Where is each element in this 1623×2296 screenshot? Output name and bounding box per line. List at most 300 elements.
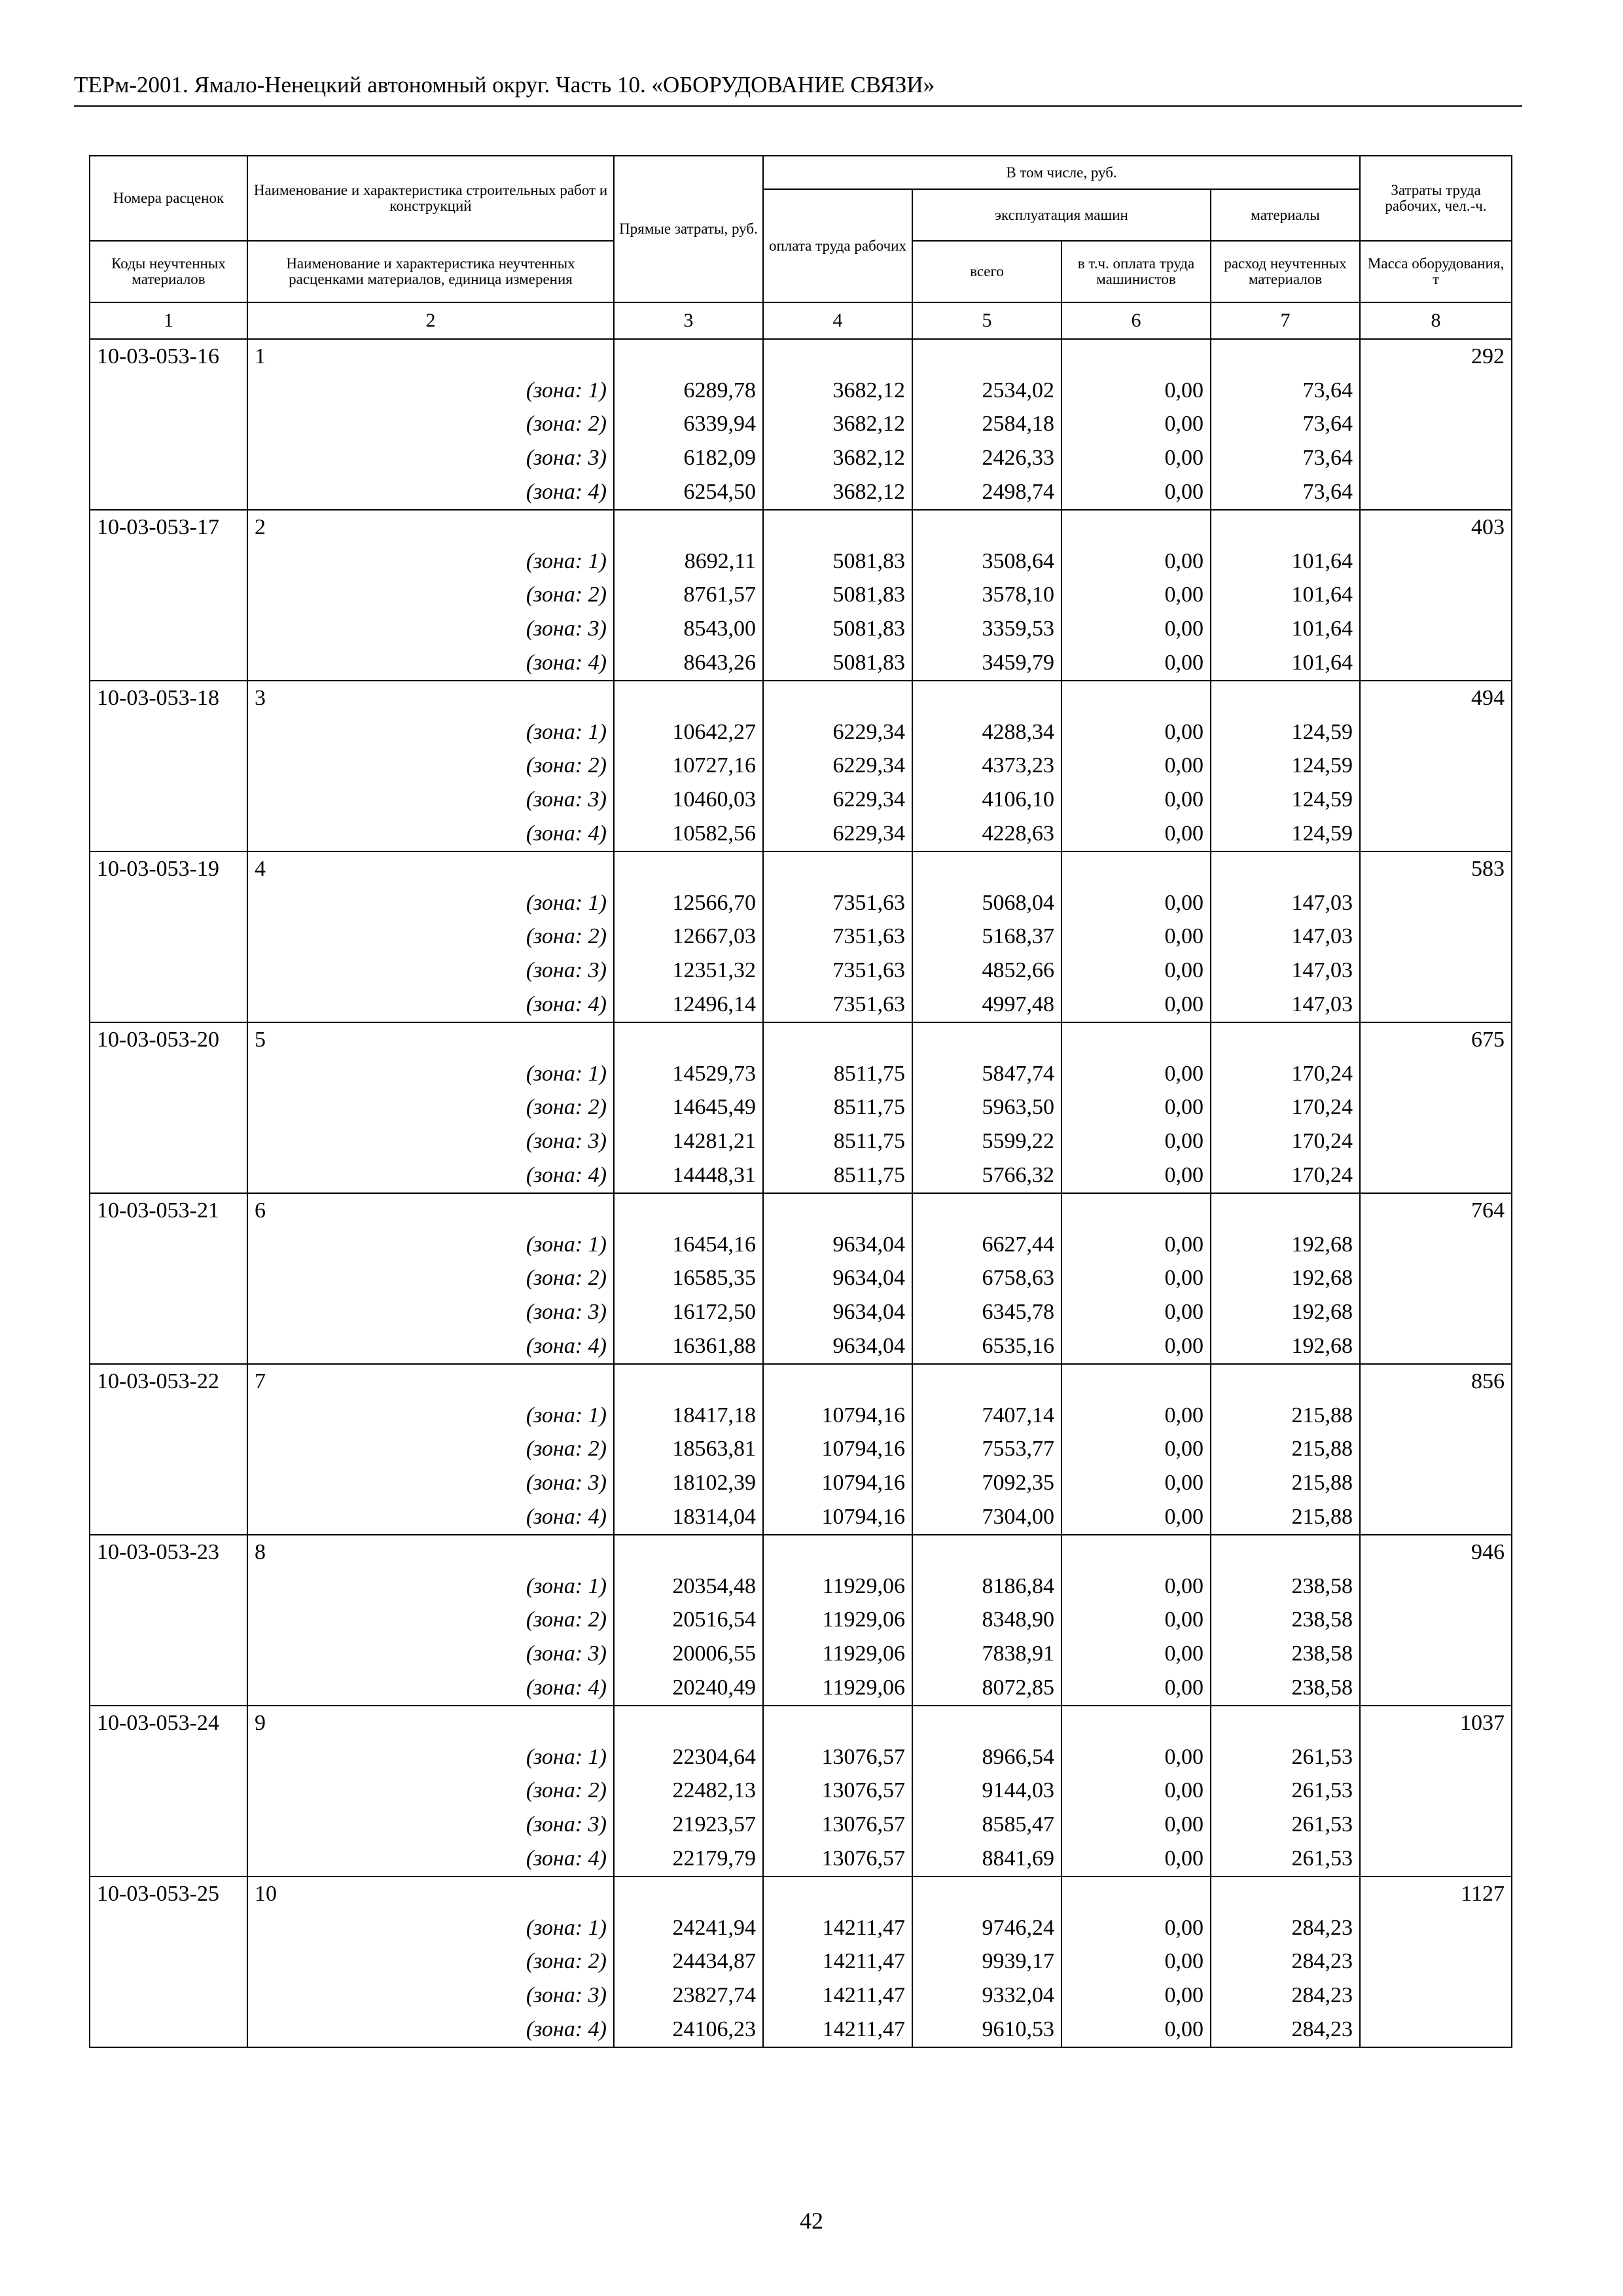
- empty-cell: [1360, 646, 1512, 681]
- table-row-zone: [90, 1228, 1512, 1262]
- direct-costs: 6254,50: [614, 475, 763, 510]
- empty-cell: [912, 339, 1061, 374]
- rate-code: 10-03-053-25: [90, 1876, 247, 1911]
- empty-cell: [1360, 374, 1512, 408]
- empty-cell: [1360, 2013, 1512, 2047]
- machine-labor: 0,00: [1061, 1399, 1211, 1433]
- machine-total: 4228,63: [912, 817, 1061, 852]
- empty-cell: [1360, 579, 1512, 613]
- materials: 215,88: [1211, 1500, 1360, 1535]
- materials: 101,64: [1211, 579, 1360, 613]
- zone-label: (зона: 3): [247, 954, 614, 988]
- direct-costs: 10642,27: [614, 715, 763, 749]
- empty-cell: [763, 510, 912, 545]
- empty-cell: [90, 954, 247, 988]
- empty-cell: [1061, 681, 1211, 715]
- work-name: 4: [247, 852, 614, 886]
- empty-cell: [90, 1774, 247, 1808]
- direct-costs: 24106,23: [614, 2013, 763, 2047]
- empty-cell: [90, 749, 247, 783]
- machine-labor: 0,00: [1061, 1637, 1211, 1671]
- rate-code: 10-03-053-23: [90, 1535, 247, 1570]
- rate-code: 10-03-053-24: [90, 1706, 247, 1740]
- machine-labor: 0,00: [1061, 1500, 1211, 1535]
- direct-costs: 8543,00: [614, 612, 763, 646]
- table-row-zone: [90, 1433, 1512, 1467]
- table-row-zone: [90, 1842, 1512, 1876]
- empty-cell: [763, 1535, 912, 1570]
- machine-total: 2534,02: [912, 374, 1061, 408]
- materials: 101,64: [1211, 612, 1360, 646]
- table-row-zone: [90, 954, 1512, 988]
- materials: 73,64: [1211, 374, 1360, 408]
- empty-cell: [912, 1022, 1061, 1057]
- machine-total: 7092,35: [912, 1466, 1061, 1500]
- labor-costs: 764: [1360, 1193, 1512, 1228]
- empty-cell: [1360, 1262, 1512, 1296]
- empty-cell: [90, 1740, 247, 1774]
- empty-cell: [90, 715, 247, 749]
- column-number: 1: [90, 302, 247, 339]
- machine-total: 3578,10: [912, 579, 1061, 613]
- work-name: 1: [247, 339, 614, 374]
- empty-cell: [90, 1979, 247, 2013]
- empty-cell: [1360, 1945, 1512, 1979]
- zone-label: (зона: 3): [247, 1979, 614, 2013]
- materials: 261,53: [1211, 1808, 1360, 1842]
- materials: 284,23: [1211, 2013, 1360, 2047]
- labor-pay: 3682,12: [763, 408, 912, 442]
- machine-total: 5068,04: [912, 886, 1061, 920]
- labor-costs: 675: [1360, 1022, 1512, 1057]
- machine-total: 8072,85: [912, 1671, 1061, 1706]
- machine-total: 2426,33: [912, 441, 1061, 475]
- empty-cell: [1360, 920, 1512, 954]
- zone-label: (зона: 3): [247, 1466, 614, 1500]
- empty-cell: [1360, 1228, 1512, 1262]
- empty-cell: [614, 1193, 763, 1228]
- empty-cell: [1360, 475, 1512, 510]
- machine-total: 4997,48: [912, 988, 1061, 1022]
- labor-pay: 14211,47: [763, 2013, 912, 2047]
- machine-total: 6535,16: [912, 1329, 1061, 1364]
- materials: 147,03: [1211, 988, 1360, 1022]
- empty-cell: [90, 545, 247, 579]
- zone-label: (зона: 1): [247, 1570, 614, 1604]
- empty-cell: [763, 1022, 912, 1057]
- rate-code: 10-03-053-21: [90, 1193, 247, 1228]
- machine-total: 4106,10: [912, 783, 1061, 817]
- work-name: 9: [247, 1706, 614, 1740]
- direct-costs: 20006,55: [614, 1637, 763, 1671]
- table-body: [90, 339, 1512, 2047]
- zone-label: (зона: 1): [247, 1911, 614, 1945]
- direct-costs: 14645,49: [614, 1091, 763, 1125]
- machine-total: 5963,50: [912, 1091, 1061, 1125]
- empty-cell: [1360, 1979, 1512, 2013]
- zone-label: (зона: 2): [247, 408, 614, 442]
- empty-cell: [614, 1876, 763, 1911]
- labor-pay: 11929,06: [763, 1671, 912, 1706]
- machine-labor: 0,00: [1061, 817, 1211, 852]
- empty-cell: [90, 1945, 247, 1979]
- empty-cell: [90, 1124, 247, 1158]
- materials: 101,64: [1211, 646, 1360, 681]
- table-row-zone: [90, 545, 1512, 579]
- empty-cell: [1360, 954, 1512, 988]
- empty-cell: [1061, 1022, 1211, 1057]
- direct-costs: 14448,31: [614, 1158, 763, 1193]
- table-row-zone: [90, 1295, 1512, 1329]
- table-row-rate: [90, 1535, 1512, 1570]
- empty-cell: [1360, 1466, 1512, 1500]
- labor-pay: 10794,16: [763, 1399, 912, 1433]
- zone-label: (зона: 3): [247, 1295, 614, 1329]
- materials: 192,68: [1211, 1295, 1360, 1329]
- table-row-zone: [90, 886, 1512, 920]
- machine-total: 8348,90: [912, 1603, 1061, 1637]
- column-number: 4: [763, 302, 912, 339]
- empty-cell: [1360, 1295, 1512, 1329]
- empty-cell: [912, 1876, 1061, 1911]
- labor-pay: 3682,12: [763, 441, 912, 475]
- table-row-zone: [90, 1057, 1512, 1091]
- header-including: В том числе, руб.: [763, 156, 1360, 189]
- empty-cell: [1360, 1774, 1512, 1808]
- materials: 284,23: [1211, 1911, 1360, 1945]
- empty-cell: [912, 1193, 1061, 1228]
- header-material-names: Наименование и характеристика неучтенных расценками материалов, единица измерения: [247, 241, 614, 302]
- empty-cell: [1360, 783, 1512, 817]
- work-name: 3: [247, 681, 614, 715]
- machine-labor: 0,00: [1061, 1466, 1211, 1500]
- machine-labor: 0,00: [1061, 1228, 1211, 1262]
- machine-labor: 0,00: [1061, 646, 1211, 681]
- machine-total: 6758,63: [912, 1262, 1061, 1296]
- labor-pay: 9634,04: [763, 1295, 912, 1329]
- empty-cell: [1360, 886, 1512, 920]
- empty-cell: [1360, 715, 1512, 749]
- direct-costs: 18314,04: [614, 1500, 763, 1535]
- empty-cell: [90, 441, 247, 475]
- column-number: 6: [1061, 302, 1211, 339]
- labor-pay: 9634,04: [763, 1228, 912, 1262]
- labor-pay: 11929,06: [763, 1570, 912, 1604]
- empty-cell: [90, 1433, 247, 1467]
- zone-label: (зона: 3): [247, 1124, 614, 1158]
- machine-total: 7553,77: [912, 1433, 1061, 1467]
- labor-pay: 8511,75: [763, 1057, 912, 1091]
- direct-costs: 14529,73: [614, 1057, 763, 1091]
- zone-label: (зона: 2): [247, 579, 614, 613]
- table-row-rate: [90, 1193, 1512, 1228]
- machine-labor: 0,00: [1061, 1433, 1211, 1467]
- direct-costs: 22482,13: [614, 1774, 763, 1808]
- empty-cell: [1061, 1535, 1211, 1570]
- machine-total: 5168,37: [912, 920, 1061, 954]
- zone-label: (зона: 3): [247, 783, 614, 817]
- empty-cell: [90, 374, 247, 408]
- zone-label: (зона: 4): [247, 646, 614, 681]
- machine-labor: 0,00: [1061, 988, 1211, 1022]
- materials: 73,64: [1211, 475, 1360, 510]
- labor-costs: 292: [1360, 339, 1512, 374]
- table-row-zone: [90, 1774, 1512, 1808]
- rate-code: 10-03-053-16: [90, 339, 247, 374]
- table-row-zone: [90, 374, 1512, 408]
- direct-costs: 6182,09: [614, 441, 763, 475]
- labor-pay: 7351,63: [763, 988, 912, 1022]
- table-row-zone: [90, 441, 1512, 475]
- table-row-zone: [90, 749, 1512, 783]
- zone-label: (зона: 2): [247, 1603, 614, 1637]
- machine-total: 2584,18: [912, 408, 1061, 442]
- empty-cell: [90, 1057, 247, 1091]
- empty-cell: [1061, 510, 1211, 545]
- empty-cell: [1061, 339, 1211, 374]
- materials: 170,24: [1211, 1124, 1360, 1158]
- direct-costs: 18102,39: [614, 1466, 763, 1500]
- direct-costs: 6339,94: [614, 408, 763, 442]
- zone-label: (зона: 4): [247, 1329, 614, 1364]
- work-name: 2: [247, 510, 614, 545]
- zone-label: (зона: 1): [247, 1399, 614, 1433]
- empty-cell: [1211, 1364, 1360, 1399]
- empty-cell: [1211, 1535, 1360, 1570]
- materials: 192,68: [1211, 1329, 1360, 1364]
- materials: 215,88: [1211, 1399, 1360, 1433]
- empty-cell: [1211, 510, 1360, 545]
- empty-cell: [763, 852, 912, 886]
- empty-cell: [90, 612, 247, 646]
- column-number: 3: [614, 302, 763, 339]
- labor-pay: 14211,47: [763, 1979, 912, 2013]
- labor-costs: 583: [1360, 852, 1512, 886]
- empty-cell: [763, 339, 912, 374]
- machine-labor: 0,00: [1061, 1945, 1211, 1979]
- direct-costs: 12496,14: [614, 988, 763, 1022]
- empty-cell: [90, 1091, 247, 1125]
- labor-pay: 7351,63: [763, 920, 912, 954]
- machine-total: 4373,23: [912, 749, 1061, 783]
- materials: 73,64: [1211, 441, 1360, 475]
- materials: 73,64: [1211, 408, 1360, 442]
- empty-cell: [90, 1671, 247, 1706]
- labor-pay: 9634,04: [763, 1329, 912, 1364]
- direct-costs: 22179,79: [614, 1842, 763, 1876]
- materials: 147,03: [1211, 886, 1360, 920]
- materials: 261,53: [1211, 1842, 1360, 1876]
- header-labor-costs: Затраты труда рабочих, чел.-ч.: [1360, 156, 1512, 241]
- header-material-codes: Коды неучтенных материалов: [90, 241, 247, 302]
- empty-cell: [90, 1158, 247, 1193]
- empty-cell: [1061, 1706, 1211, 1740]
- direct-costs: 16361,88: [614, 1329, 763, 1364]
- column-number: 5: [912, 302, 1061, 339]
- labor-costs: 1037: [1360, 1706, 1512, 1740]
- empty-cell: [1061, 1193, 1211, 1228]
- labor-pay: 5081,83: [763, 612, 912, 646]
- direct-costs: 8643,26: [614, 646, 763, 681]
- labor-pay: 8511,75: [763, 1158, 912, 1193]
- work-name: 5: [247, 1022, 614, 1057]
- labor-pay: 10794,16: [763, 1433, 912, 1467]
- labor-pay: 11929,06: [763, 1603, 912, 1637]
- machine-total: 7407,14: [912, 1399, 1061, 1433]
- zone-label: (зона: 3): [247, 441, 614, 475]
- empty-cell: [763, 1193, 912, 1228]
- table-row-rate: [90, 1022, 1512, 1057]
- empty-cell: [1211, 681, 1360, 715]
- machine-total: 7304,00: [912, 1500, 1061, 1535]
- materials: 261,53: [1211, 1740, 1360, 1774]
- materials: 170,24: [1211, 1057, 1360, 1091]
- rate-code: 10-03-053-22: [90, 1364, 247, 1399]
- zone-label: (зона: 2): [247, 920, 614, 954]
- direct-costs: 21923,57: [614, 1808, 763, 1842]
- empty-cell: [90, 1911, 247, 1945]
- machine-total: 8186,84: [912, 1570, 1061, 1604]
- empty-cell: [912, 1364, 1061, 1399]
- machine-labor: 0,00: [1061, 1091, 1211, 1125]
- table-row-zone: [90, 1329, 1512, 1364]
- empty-cell: [1360, 817, 1512, 852]
- direct-costs: 20354,48: [614, 1570, 763, 1604]
- materials: 147,03: [1211, 920, 1360, 954]
- table-row-zone: [90, 475, 1512, 510]
- table-row-zone: [90, 715, 1512, 749]
- empty-cell: [1360, 1637, 1512, 1671]
- machine-total: 9144,03: [912, 1774, 1061, 1808]
- materials: 238,58: [1211, 1637, 1360, 1671]
- direct-costs: 10460,03: [614, 783, 763, 817]
- direct-costs: 12667,03: [614, 920, 763, 954]
- empty-cell: [90, 1500, 247, 1535]
- machine-total: 9332,04: [912, 1979, 1061, 2013]
- empty-cell: [763, 681, 912, 715]
- empty-cell: [90, 886, 247, 920]
- header-materials-consumption: расход неучтенных материалов: [1211, 241, 1360, 302]
- machine-total: 9610,53: [912, 2013, 1061, 2047]
- zone-label: (зона: 4): [247, 2013, 614, 2047]
- table-row-zone: [90, 920, 1512, 954]
- zone-label: (зона: 4): [247, 1671, 614, 1706]
- empty-cell: [90, 1262, 247, 1296]
- table-row-zone: [90, 646, 1512, 681]
- labor-pay: 13076,57: [763, 1774, 912, 1808]
- labor-pay: 10794,16: [763, 1466, 912, 1500]
- empty-cell: [1061, 852, 1211, 886]
- column-number: 2: [247, 302, 614, 339]
- table-row-zone: [90, 1637, 1512, 1671]
- table-row-zone: [90, 1570, 1512, 1604]
- empty-cell: [1360, 1740, 1512, 1774]
- labor-costs: 946: [1360, 1535, 1512, 1570]
- work-name: 8: [247, 1535, 614, 1570]
- table-row-zone: [90, 612, 1512, 646]
- machine-labor: 0,00: [1061, 783, 1211, 817]
- machine-total: 4852,66: [912, 954, 1061, 988]
- empty-cell: [614, 510, 763, 545]
- table-row-zone: [90, 1124, 1512, 1158]
- labor-pay: 14211,47: [763, 1911, 912, 1945]
- empty-cell: [912, 1535, 1061, 1570]
- empty-cell: [1360, 1671, 1512, 1706]
- direct-costs: 12566,70: [614, 886, 763, 920]
- header-machine-operation: эксплуатация машин: [912, 189, 1211, 241]
- work-name: 7: [247, 1364, 614, 1399]
- labor-pay: 5081,83: [763, 646, 912, 681]
- machine-labor: 0,00: [1061, 1057, 1211, 1091]
- labor-pay: 7351,63: [763, 954, 912, 988]
- table-row-zone: [90, 408, 1512, 442]
- machine-labor: 0,00: [1061, 545, 1211, 579]
- machine-labor: 0,00: [1061, 1979, 1211, 2013]
- empty-cell: [1360, 1433, 1512, 1467]
- empty-cell: [90, 475, 247, 510]
- table-row-zone: [90, 1262, 1512, 1296]
- machine-total: 5599,22: [912, 1124, 1061, 1158]
- empty-cell: [90, 783, 247, 817]
- zone-label: (зона: 4): [247, 988, 614, 1022]
- empty-cell: [614, 339, 763, 374]
- machine-labor: 0,00: [1061, 1295, 1211, 1329]
- labor-pay: 10794,16: [763, 1500, 912, 1535]
- empty-cell: [1360, 1808, 1512, 1842]
- labor-pay: 11929,06: [763, 1637, 912, 1671]
- machine-labor: 0,00: [1061, 715, 1211, 749]
- labor-pay: 3682,12: [763, 374, 912, 408]
- empty-cell: [90, 2013, 247, 2047]
- materials: 124,59: [1211, 749, 1360, 783]
- empty-cell: [1360, 988, 1512, 1022]
- machine-labor: 0,00: [1061, 1570, 1211, 1604]
- direct-costs: 18563,81: [614, 1433, 763, 1467]
- machine-total: 2498,74: [912, 475, 1061, 510]
- empty-cell: [90, 920, 247, 954]
- table-row-zone: [90, 1603, 1512, 1637]
- labor-pay: 7351,63: [763, 886, 912, 920]
- zone-label: (зона: 3): [247, 612, 614, 646]
- labor-pay: 9634,04: [763, 1262, 912, 1296]
- table-row-zone: [90, 2013, 1512, 2047]
- machine-labor: 0,00: [1061, 579, 1211, 613]
- labor-costs: 856: [1360, 1364, 1512, 1399]
- table-row-zone: [90, 1466, 1512, 1500]
- labor-pay: 8511,75: [763, 1124, 912, 1158]
- empty-cell: [763, 1706, 912, 1740]
- materials: 192,68: [1211, 1228, 1360, 1262]
- zone-label: (зона: 2): [247, 749, 614, 783]
- empty-cell: [90, 1329, 247, 1364]
- empty-cell: [614, 1535, 763, 1570]
- zone-label: (зона: 1): [247, 1228, 614, 1262]
- direct-costs: 12351,32: [614, 954, 763, 988]
- empty-cell: [1061, 1876, 1211, 1911]
- zone-label: (зона: 2): [247, 1774, 614, 1808]
- machine-labor: 0,00: [1061, 1842, 1211, 1876]
- table-row-zone: [90, 1671, 1512, 1706]
- table-row-zone: [90, 817, 1512, 852]
- machine-labor: 0,00: [1061, 475, 1211, 510]
- empty-cell: [1061, 1364, 1211, 1399]
- header-rule: [74, 105, 1522, 107]
- machine-labor: 0,00: [1061, 886, 1211, 920]
- direct-costs: 16172,50: [614, 1295, 763, 1329]
- labor-pay: 5081,83: [763, 545, 912, 579]
- machine-total: 8841,69: [912, 1842, 1061, 1876]
- empty-cell: [1360, 1057, 1512, 1091]
